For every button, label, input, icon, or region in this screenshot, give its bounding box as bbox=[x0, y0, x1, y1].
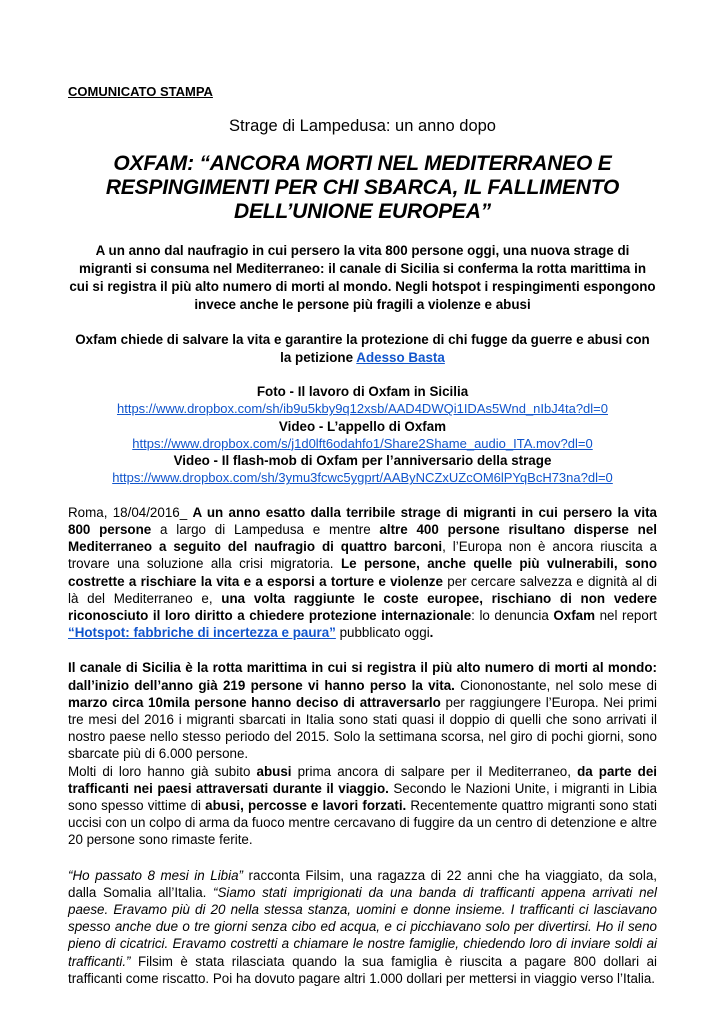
report-link[interactable]: “Hotspot: fabbriche di incertezza e paura” bbox=[68, 625, 336, 641]
body-text: Ciononostante, nel solo mese di bbox=[454, 677, 657, 693]
emphasis-text: A un anno esatto dalla terribile strage di migranti in cui persero la vita 800 persone bbox=[68, 504, 657, 537]
emphasis-text: Le persone, anche quelle più vulnerabili, sono costrette a rischiare la vita e a esporsi a torture e violenze bbox=[68, 556, 657, 589]
emphasis-text: marzo circa 10mila persone hanno deciso di attraversarlo bbox=[68, 694, 441, 710]
media-link-photo[interactable]: https://www.dropbox.com/sh/ib9u5kby9q12xsb/AAD4DWQi1IDAs5Wnd_nIbJ4ta?dl=0 bbox=[116, 401, 608, 417]
subtitle: Strage di Lampedusa: un anno dopo bbox=[229, 117, 496, 135]
body-text: pubblicato oggi bbox=[335, 625, 430, 641]
media-links bbox=[68, 383, 657, 487]
quote-text: “Ho passato 8 mesi in Libia” bbox=[68, 867, 244, 883]
body-text: prima ancora di salpare per il Mediterraneo, bbox=[291, 763, 578, 779]
body-text: Recentemente quattro migranti sono stati uccisi con un colpo di arma da fuoco mentre cercavano di fuggire da un centro di detenzione e altre 20 persone sono rimaste ferite. bbox=[68, 798, 657, 848]
emphasis-text: . bbox=[429, 625, 434, 641]
emphasis-text: abusi bbox=[256, 763, 292, 779]
lead-paragraph: A un anno dal naufragio in cui persero la vita 800 persone oggi, una nuova strage di migranti si consuma nel Mediterraneo: il canale di Sicilia si conferma la rotta marittima in cui si registra il più alto numero di morti al mondo. Negli hotspot i respingimenti espongono invece anche le persone più fragili a violenze e abusi bbox=[69, 243, 656, 312]
press-release-label: COMUNICATO STAMPA bbox=[68, 84, 213, 99]
petition-link[interactable]: Adesso Basta bbox=[356, 350, 445, 365]
body-paragraph-2 bbox=[68, 659, 657, 762]
media-title-appeal-video: Video - L’appello di Oxfam bbox=[278, 418, 447, 434]
media-link-appeal-video[interactable]: https://www.dropbox.com/s/j1d0lft6odahfo1/Share2Shame_audio_ITA.mov?dl=0 bbox=[132, 435, 593, 451]
body-paragraph-1 bbox=[68, 504, 657, 642]
body-paragraph-3 bbox=[68, 763, 657, 849]
media-title-photo: Foto - Il lavoro di Oxfam in Sicilia bbox=[256, 384, 469, 399]
body-text: : lo denuncia bbox=[471, 608, 554, 623]
body-text: Molti di loro hanno già subito bbox=[68, 763, 257, 779]
dateline: Roma, 18/04/2016_ bbox=[68, 504, 193, 520]
press-release bbox=[68, 84, 657, 987]
body-text: Secondo le Nazioni Unite, i migranti in Libia sono spesso vittime di bbox=[68, 780, 657, 814]
body-text: per raggiungere l’Europa. Nei primi tre mesi del 2016 i migranti sbarcati in Italia sono stati quasi il doppio di quelli che sono arrivati il nostro paese nello stesso periodo del 2015. Solo la settimana scorsa, nel giro di pochi giorni, sono sbarcate più di 6.000 persone. bbox=[68, 694, 657, 762]
quote-text: “Siamo stati imprigionati da una banda di trafficanti appena arrivati nel paese. Eravamo più di 20 nella stessa stanza, uomini e donne insieme. I trafficanti ci lasciavano spesso anche due o tre giorni senza cibo ed acqua, e ci picchiavano solo per divertirsi. Ho il seno pieno di cicatrici. Eravamo costretti a chiamare le nostre famiglie, chiedendo loro di inviare soldi ai trafficanti.” bbox=[68, 884, 657, 969]
emphasis-text: da parte dei trafficanti nei paesi attraversati durante il viaggio. bbox=[68, 763, 657, 796]
media-title-flashmob-video: Video - Il flash-mob di Oxfam per l’anniversario della strage bbox=[173, 453, 552, 469]
body-text: nel report bbox=[595, 608, 657, 623]
media-link-flashmob-video[interactable]: https://www.dropbox.com/sh/3ymu3fcwc5ygprt/AAByNCZxUZcOM6lPYqBcH73na?dl=0 bbox=[112, 470, 613, 486]
body-text: a largo di Lampedusa e mentre bbox=[151, 521, 380, 537]
headline: OXFAM: “ANCORA MORTI NEL MEDITERRANEO E RESPINGIMENTI PER CHI SBARCA, IL FALLIMENTO DELL’UNIONE EUROPEA” bbox=[105, 152, 620, 223]
emphasis-text: abusi, percosse e lavori forzati. bbox=[205, 798, 407, 814]
body-paragraph-4 bbox=[68, 867, 657, 987]
body-text: per cercare salvezza e dignità al di là del Mediterraneo e, bbox=[68, 573, 657, 606]
emphasis-text: Il canale di Sicilia è la rotta marittima in cui si registra il più alto numero di morti al mondo: dall’inizio dell’anno già 219 persone vi hanno perso la vita. bbox=[68, 660, 657, 693]
body-text: racconta Filsim, una ragazza di 22 anni che ha viaggiato, da sola, dalla Somalia all’Italia. bbox=[68, 867, 657, 900]
petition-callout bbox=[68, 331, 657, 367]
body-text: Filsim è stata rilasciata quando la sua famiglia è riuscita a pagare 800 dollari ai trafficanti come riscatto. Poi ha dovuto pagare altri 1.000 dollari per mettersi in viaggio verso l’Italia. bbox=[68, 953, 657, 986]
emphasis-text: altre 400 persone risultano disperse nel Mediterraneo a seguito del naufragio di quattro barconi bbox=[68, 521, 658, 555]
petition-text: Oxfam chiede di salvare la vita e garantire la protezione di chi fugge da guerre e abusi con la petizione bbox=[75, 332, 650, 365]
body-text: , l’Europa non è ancora riuscita a trovare una soluzione alla crisi migratoria. bbox=[68, 539, 657, 572]
emphasis-text: Oxfam bbox=[553, 608, 596, 623]
emphasis-text: una volta raggiunte le coste europee, rischiano di non vedere riconosciuto il loro diritto a chiedere protezione internazionale bbox=[68, 590, 658, 623]
